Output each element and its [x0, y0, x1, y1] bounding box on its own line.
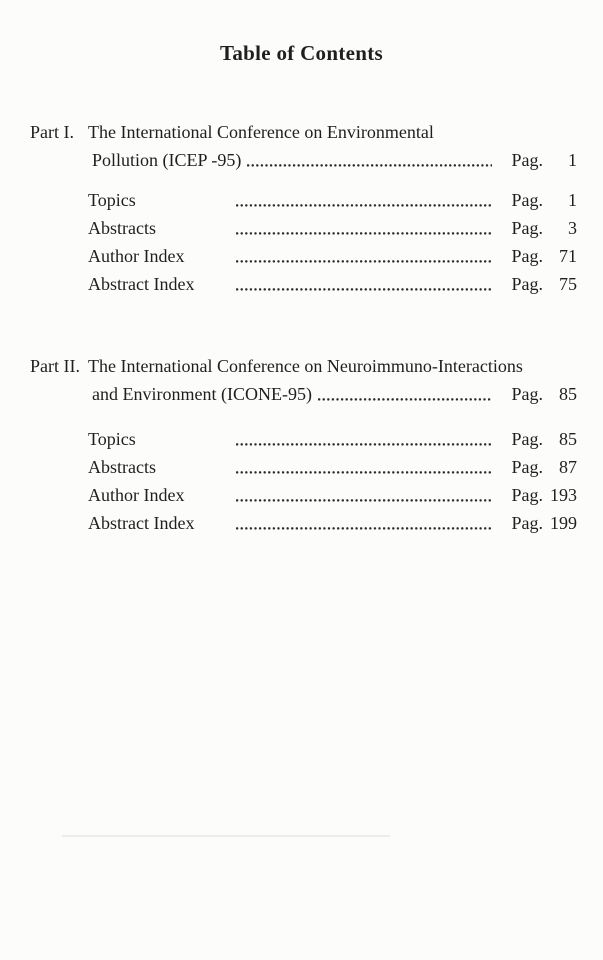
part-title-line1: The International Conference on Environmental	[88, 122, 434, 142]
entry-label: Abstract Index	[88, 513, 195, 533]
part-heading-row	[30, 118, 577, 146]
toc-entry	[30, 270, 577, 298]
pag-label: Pag.	[511, 457, 543, 477]
pag-label: Pag.	[511, 485, 543, 505]
part-label: Part I.	[30, 122, 74, 142]
page-number: 3	[568, 218, 577, 238]
part-heading-row-2	[30, 380, 577, 408]
entry-label: Abstracts	[88, 457, 156, 477]
toc-entry	[30, 186, 577, 214]
part-heading-row-2	[30, 146, 577, 174]
toc-entry	[30, 242, 577, 270]
page-number: 85	[559, 429, 577, 449]
part-label: Part II.	[30, 356, 80, 376]
part-title-line1: The International Conference on Neuroimmuno-Interactions	[88, 356, 523, 376]
entry-label: Topics	[88, 429, 136, 449]
dot-leader	[236, 232, 492, 235]
page-number: 85	[559, 384, 577, 404]
toc-entry	[30, 509, 577, 537]
dot-leader	[236, 471, 492, 474]
page-number: 1	[568, 150, 577, 170]
dot-leader	[236, 260, 492, 263]
entry-label: Author Index	[88, 485, 185, 505]
dot-leader	[236, 204, 492, 207]
page-number: 199	[550, 513, 577, 533]
part-title-line2: and Environment (ICONE-95)	[92, 384, 312, 404]
part-title-line2: Pollution (ICEP -95)	[92, 150, 242, 170]
page-number: 71	[559, 246, 577, 266]
pag-label: Pag.	[511, 190, 543, 210]
dot-leader	[236, 499, 492, 502]
dot-leader	[236, 288, 492, 291]
entry-label: Author Index	[88, 246, 185, 266]
dot-leader	[236, 443, 492, 446]
page-number: 75	[559, 274, 577, 294]
part-heading-row	[30, 352, 577, 380]
toc-entry	[30, 214, 577, 242]
toc-entry	[30, 453, 577, 481]
dot-leader	[318, 398, 492, 401]
page-number: 87	[559, 457, 577, 477]
dot-leader	[247, 164, 491, 167]
toc-part-2	[30, 352, 577, 537]
entry-label: Abstract Index	[88, 274, 195, 294]
page-number: 193	[550, 485, 577, 505]
toc-part-1	[30, 118, 577, 298]
scan-artifact-line	[62, 835, 390, 837]
pag-label: Pag.	[511, 384, 543, 404]
pag-label: Pag.	[511, 429, 543, 449]
toc-content	[30, 0, 577, 537]
pag-label: Pag.	[511, 218, 543, 238]
toc-entry	[30, 481, 577, 509]
pag-label: Pag.	[511, 274, 543, 294]
pag-label: Pag.	[511, 513, 543, 533]
entry-label: Abstracts	[88, 218, 156, 238]
page-title: Table of Contents	[219, 41, 383, 66]
entry-label: Topics	[88, 190, 136, 210]
pag-label: Pag.	[511, 246, 543, 266]
pag-label: Pag.	[511, 150, 543, 170]
toc-entry	[30, 425, 577, 453]
dot-leader	[236, 527, 492, 530]
page-number: 1	[568, 190, 577, 210]
